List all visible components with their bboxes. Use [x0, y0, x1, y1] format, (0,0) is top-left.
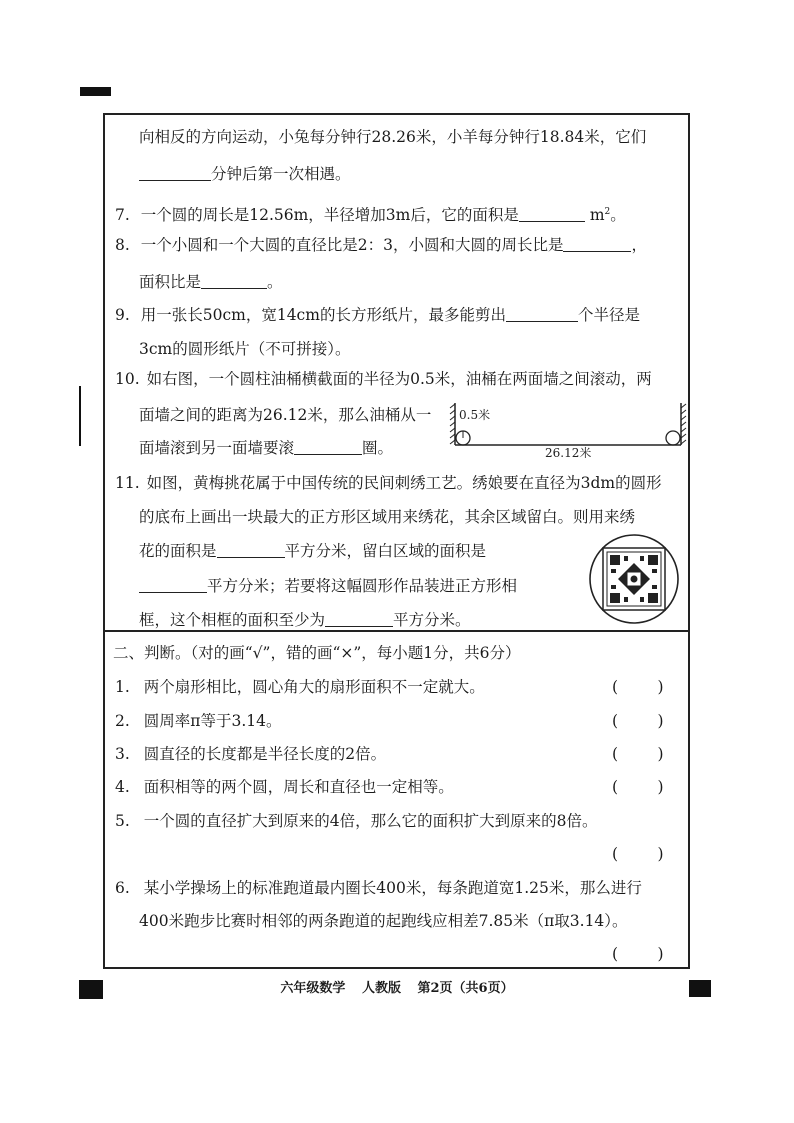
- section-divider: [105, 630, 688, 632]
- q11-answer-blank-2[interactable]: [139, 576, 207, 593]
- q11-line1: 11. 如图，黄梅挑花属于中国传统的民间刺绣工艺。绣娘要在直径为3dm的圆形: [115, 474, 662, 492]
- q6-continuation-line1: 向相反的方向运动，小兔每分钟行28.26米，小羊每分钟行18.84米，它们: [139, 128, 647, 146]
- judge-item-6-line2: 400米跑步比赛时相邻的两条跑道的起跑线应相差7.85米（π取3.14）。: [139, 912, 628, 930]
- q11-line2: 的底布上画出一块最大的正方形区域用来绣花，其余区域留白。则用来绣: [139, 508, 636, 526]
- q10-line2: 面墙之间的距离为26.12米，那么油桶从一: [139, 406, 432, 424]
- judge-answer-1[interactable]: ( ): [612, 678, 664, 696]
- judge-item-1: 1. 两个扇形相比，圆心角大的扇形面积不一定就大。: [115, 678, 485, 696]
- q8-line1: 8. 一个小圆和一个大圆的直径比是2：3，小圆和大圆的周长比是 ，: [115, 236, 647, 254]
- q10-line3: 面墙滚到另一面墙要滚 圈。: [139, 439, 394, 457]
- q11-line5: 框，这个相框的面积至少为 平方分米。: [139, 611, 471, 629]
- q9-line1: 9. 用一张长50cm，宽14cm的长方形纸片，最多能剪出 个半径是: [115, 306, 640, 324]
- judge-item-3: 3. 圆直径的长度都是半径长度的2倍。: [115, 745, 387, 763]
- section2-heading: 二、判断。（对的画“√”，错的画“×”，每小题1分，共6分）: [113, 644, 521, 662]
- judge-answer-6[interactable]: ( ): [612, 945, 664, 963]
- q7: 7. 一个圆的周长是12.56m，半径增加3m后，它的面积是 $m^2$。: [115, 206, 626, 225]
- margin-mark: [79, 386, 81, 446]
- judge-item-2: 2. 圆周率π等于3.14。: [115, 712, 282, 730]
- judge-answer-3[interactable]: ( ): [612, 745, 664, 763]
- distance-label: 26.12米: [545, 446, 592, 458]
- q8-answer-blank-1[interactable]: [563, 235, 631, 252]
- judge-item-4: 4. 面积相等的两个圆，周长和直径也一定相等。: [115, 778, 454, 796]
- q7-answer-blank[interactable]: [519, 205, 585, 222]
- q8-line2: 面积比是 。: [139, 273, 283, 291]
- footer-edition: 人教版: [361, 981, 401, 996]
- q9-line2: 3cm的圆形纸片（不可拼接）。: [139, 340, 351, 358]
- judge-item-5: 5. 一个圆的直径扩大到原来的4倍，那么它的面积扩大到原来的8倍。: [115, 812, 598, 830]
- q6-answer-blank[interactable]: [139, 164, 211, 181]
- q11-line3: 花的面积是 平方分米，留白区域的面积是: [139, 542, 487, 560]
- q11-answer-blank-1[interactable]: [217, 541, 285, 558]
- drum-right: [666, 431, 680, 445]
- page-footer: [0, 979, 794, 999]
- q8-answer-blank-2[interactable]: [201, 272, 267, 289]
- judge-item-6-line1: 6. 某小学操场上的标准跑道最内圈长400米，每条跑道宽1.25米，那么进行: [115, 879, 642, 897]
- registration-mark-top: [80, 87, 111, 96]
- footer-page: 第2页（共6页）: [417, 981, 514, 996]
- embroidery-figure: [588, 533, 680, 625]
- judge-answer-2[interactable]: ( ): [612, 712, 664, 730]
- q10-answer-blank[interactable]: [294, 438, 362, 455]
- question-frame: [103, 113, 690, 969]
- oil-drum-figure: [449, 400, 687, 458]
- q6-continuation-line2: 分钟后第一次相遇。: [139, 164, 351, 184]
- q9-answer-blank[interactable]: [506, 305, 578, 322]
- judge-answer-5[interactable]: ( ): [612, 845, 664, 863]
- footer-subject: 六年级数学: [280, 981, 346, 996]
- q10-line1: 10. 如右图，一个圆柱油桶横截面的半径为0.5米，油桶在两面墙之间滚动，两: [115, 370, 652, 388]
- q11-line4: 平方分米；若要将这幅圆形作品装进正方形相: [139, 576, 517, 596]
- q11-answer-blank-3[interactable]: [325, 610, 393, 627]
- radius-label: 0.5米: [459, 408, 491, 422]
- judge-answer-4[interactable]: ( ): [612, 778, 664, 796]
